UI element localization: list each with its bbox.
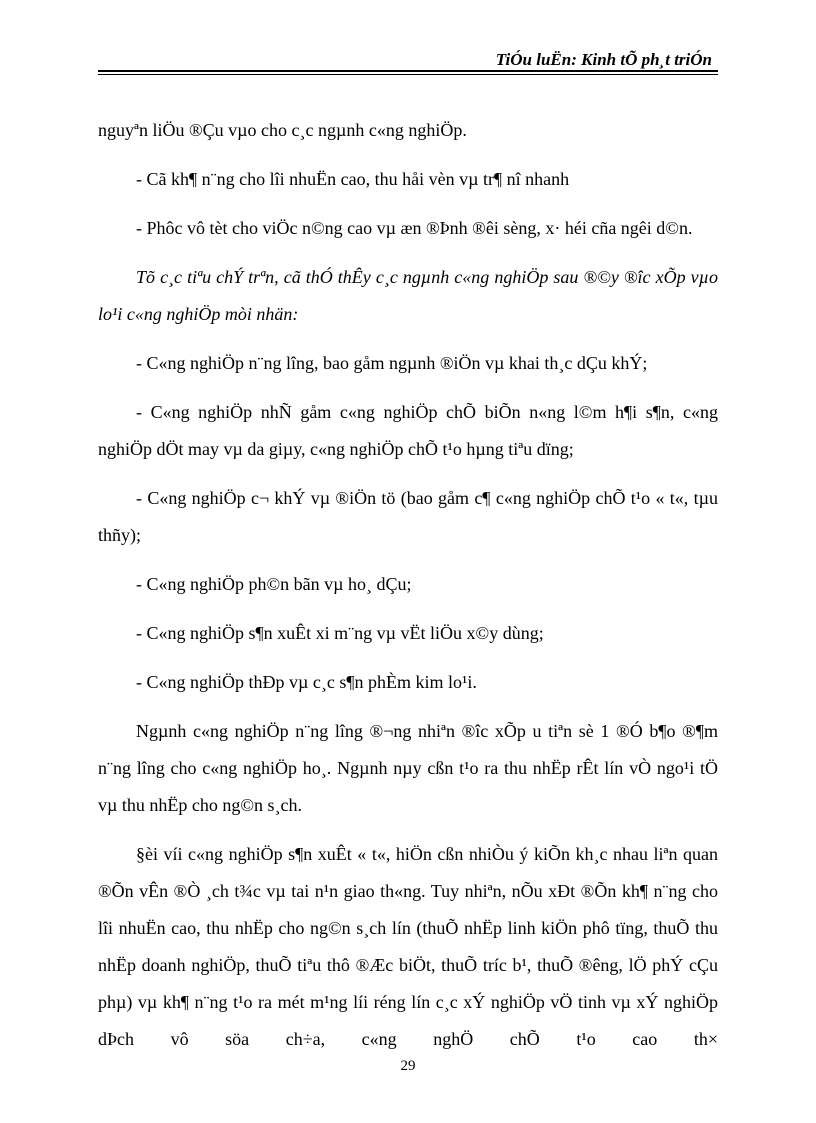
- header-rule-thick: [98, 70, 718, 72]
- bullet-energy-industry: - C«ng nghiÖp n¨ng lîng, bao gåm ngµnh ®iÖn vµ khai th¸c dÇu khÝ;: [136, 353, 648, 373]
- paragraph-energy-priority: Ngµnh c«ng nghiÖp n¨ng lîng ®¬ng nhiªn ®îc xÕp u tiªn sè 1 ®Ó b¶o ®¶m n¨ng lîng cho c«ng nghiÖp ho¸. Ngµnh nµy cßn t¹o ra thu nhËp rÊt lín vÒ ngo¹i tÖ vµ thu nhËp cho ng©n s¸ch.: [98, 721, 718, 815]
- running-header: [98, 48, 718, 70]
- paragraph-automobile: §èi víi c«ng nghiÖp s¶n xuÊt « t«, hiÖn cßn nhiÒu ý kiÕn kh¸c nhau liªn quan ®Õn vÊn ®Ò ¸ch t¾c vµ tai n¹n giao th«ng. Tuy nhiªn, nÕu xÐt ®Õn kh¶ n¨ng cho lîi nhuËn cao, thu nhËp cho ng©n s¸ch lín (thuÕ nhËp linh kiÖn phô tïng, thuÕ thu nhËp doanh nghiÖp, thuÕ tiªu thô ®Æc biÖt, thuÕ tríc b¹, thuÕ ®êng, lÖ phÝ cÇu phµ) vµ kh¶ n¨ng t¹o ra mét m¹ng líi réng lín c¸c xÝ nghiÖp vÖ tinh vµ xÝ nghiÖp dÞch vô söa ch÷a, c«ng nghÖ chÕ t¹o cao th×: [98, 844, 718, 1049]
- paragraph-spearhead-intro: Tõ c¸c tiªu chÝ trªn, cã thÓ thÊy c¸c ngµnh c«ng nghiÖp sau ®©y ®îc xÕp vµo lo¹i c«ng nghiÖp mòi nhän:: [98, 267, 718, 324]
- page-number: 29: [400, 1058, 416, 1074]
- page-body: [98, 112, 718, 1070]
- bullet-cement-construction: - C«ng nghiÖp s¶n xuÊt xi m¨ng vµ vËt liÖu x©y dùng;: [136, 623, 544, 643]
- paragraph-continuation: nguyªn liÖu ®Çu vµo cho c¸c ngµnh c«ng nghiÖp.: [98, 120, 467, 140]
- bullet-mechanical-electronics: - C«ng nghiÖp c¬ khÝ vµ ®iÖn tö (bao gåm c¶ c«ng nghiÖp chÕ t¹o « t«, tµu thñy);: [98, 488, 718, 545]
- bullet-living-standard: - Phôc vô tèt cho viÖc n©ng cao vµ æn ®Þnh ®êi sèng, x· héi cña ngêi d©n.: [136, 218, 693, 238]
- header-rule-thin: [98, 74, 718, 75]
- bullet-steel-metal: - C«ng nghiÖp thÐp vµ c¸c s¶n phÈm kim lo¹i.: [136, 672, 477, 692]
- bullet-fertilizer-petrochem: - C«ng nghiÖp ph©n bãn vµ ho¸ dÇu;: [136, 574, 412, 594]
- header-title: TiÓu luËn: Kinh tÕ ph¸t triÓn: [495, 50, 712, 69]
- bullet-high-profit: - Cã kh¶ n¨ng cho lîi nhuËn cao, thu håi vèn vµ tr¶ nî nhanh: [136, 169, 570, 189]
- bullet-light-industry: - C«ng nghiÖp nhÑ gåm c«ng nghiÖp chÕ biÕn n«ng l©m h¶i s¶n, c«ng nghiÖp dÖt may vµ da giµy, c«ng nghiÖp chÕ t¹o hµng tiªu dïng;: [98, 402, 718, 459]
